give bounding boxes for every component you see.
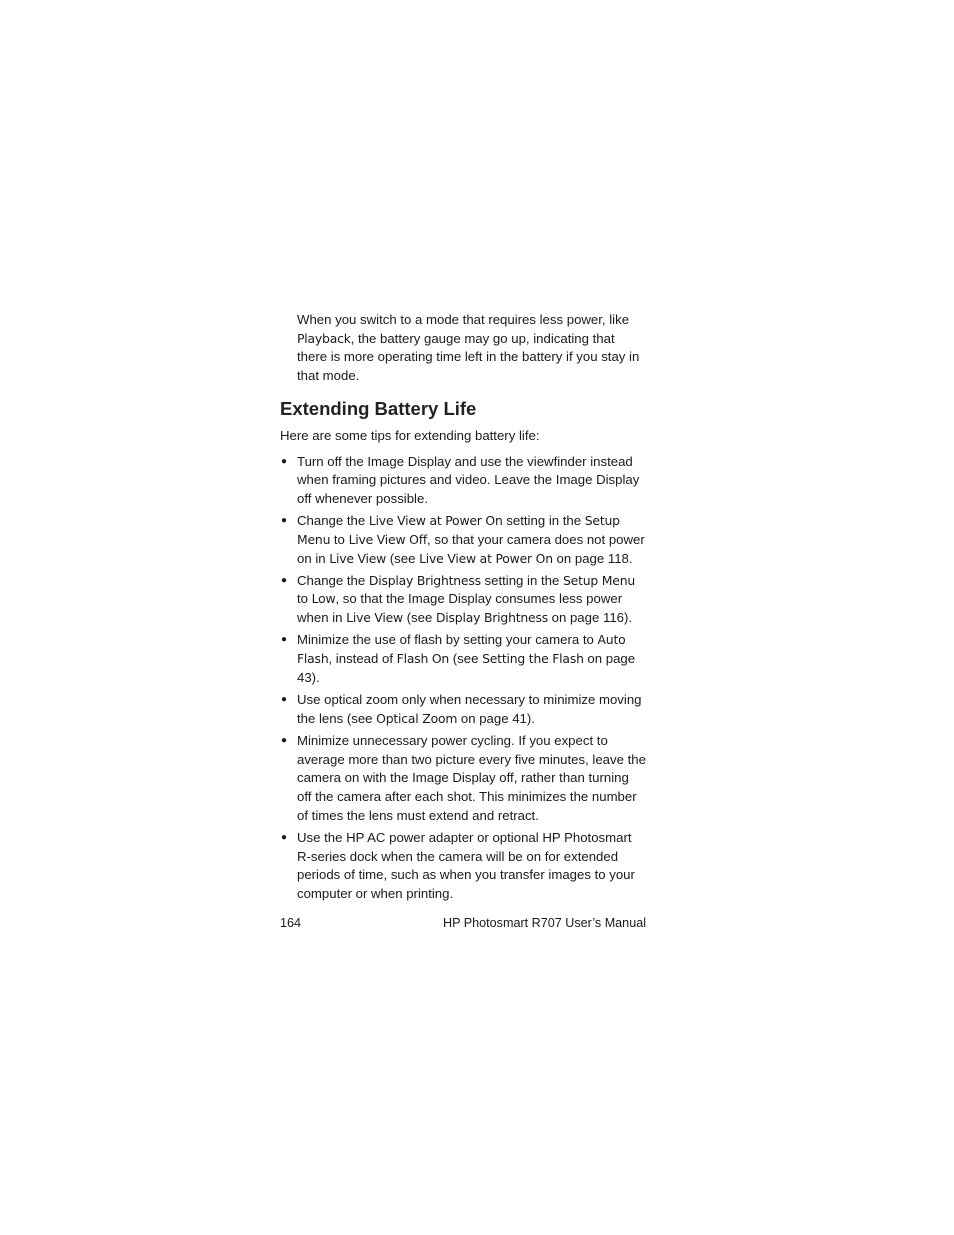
- ui-term: Display Brightness: [435, 610, 548, 626]
- ui-term: Display Brightness: [368, 572, 481, 588]
- ui-term: Live View at Power On: [419, 550, 553, 566]
- ui-term: Playback: [297, 330, 351, 346]
- bullet-icon: ●: [281, 634, 288, 646]
- page-footer: [280, 914, 646, 932]
- bullet-icon: ●: [281, 574, 288, 586]
- list-item: ● Minimize unnecessary power cycling. If you expect to average more than two picture every five minutes, leave the camera on with the Image Display off, rather than turning off the camera after each shot. This minimizes the number of times the lens must extend and retract.: [281, 732, 646, 823]
- ui-term: Live View Off: [348, 531, 428, 547]
- ui-term: Setting the Flash: [482, 651, 584, 667]
- bullet-icon: ●: [281, 831, 288, 843]
- page-content: [280, 311, 646, 907]
- bullet-icon: ●: [281, 693, 288, 705]
- list-item: ● Use optical zoom only when necessary to minimize moving the lens (see Optical Zoom on page 41).: [281, 691, 642, 726]
- bullet-icon: ●: [281, 734, 288, 746]
- list-item: ● Use the HP AC power adapter or optional HP Photosmart R-series dock when the camera will be on for extended periods of time, such as when you transfer images to your computer or when printing.: [281, 829, 635, 901]
- bullet-icon: ●: [281, 515, 288, 527]
- ui-term: Flash On: [396, 651, 450, 667]
- ui-term: Live View at Power On: [368, 513, 503, 529]
- ui-term: Setup Menu: [297, 513, 620, 547]
- bullet-icon: ●: [281, 455, 288, 467]
- intro-paragraph: When you switch to a mode that requires less power, like Playback, the battery gauge may go up, indicating that there is more operating time left in the battery if you stay in that mode.: [297, 312, 640, 384]
- ui-term: Setup Menu: [562, 572, 636, 588]
- ui-term: Live View: [329, 550, 387, 566]
- section-lead: Here are some tips for extending battery life:: [280, 427, 540, 443]
- ui-term: Live View: [346, 610, 403, 626]
- page-number: 164: [280, 916, 302, 930]
- list-item: ● Minimize the use of flash by setting your camera to Auto Flash, instead of Flash On (see Setting the Flash on page 43).: [281, 632, 636, 685]
- ui-term: Auto Flash: [297, 632, 626, 667]
- list-item: ● Turn off the Image Display and use the viewfinder instead when framing pictures and video. Leave the Image Display off whenever possible.: [281, 453, 640, 506]
- tips-list: [280, 453, 646, 904]
- ui-term: Optical Zoom: [376, 710, 458, 726]
- manual-title: HP Photosmart R707 User’s Manual: [443, 916, 646, 930]
- section-heading: Extending Battery Life: [280, 397, 477, 419]
- ui-term: Low: [311, 591, 336, 607]
- list-item: ● Change the Live View at Power On setting in the Setup Menu to Live View Off, so that your camera does not power on in Live View (see Live View at Power On on page 118.: [281, 513, 645, 566]
- list-item: ● Change the Display Brightness setting in the Setup Menu to Low, so that the Image Display consumes less power when in Live View (see Display Brightness on page 116).: [281, 572, 636, 626]
